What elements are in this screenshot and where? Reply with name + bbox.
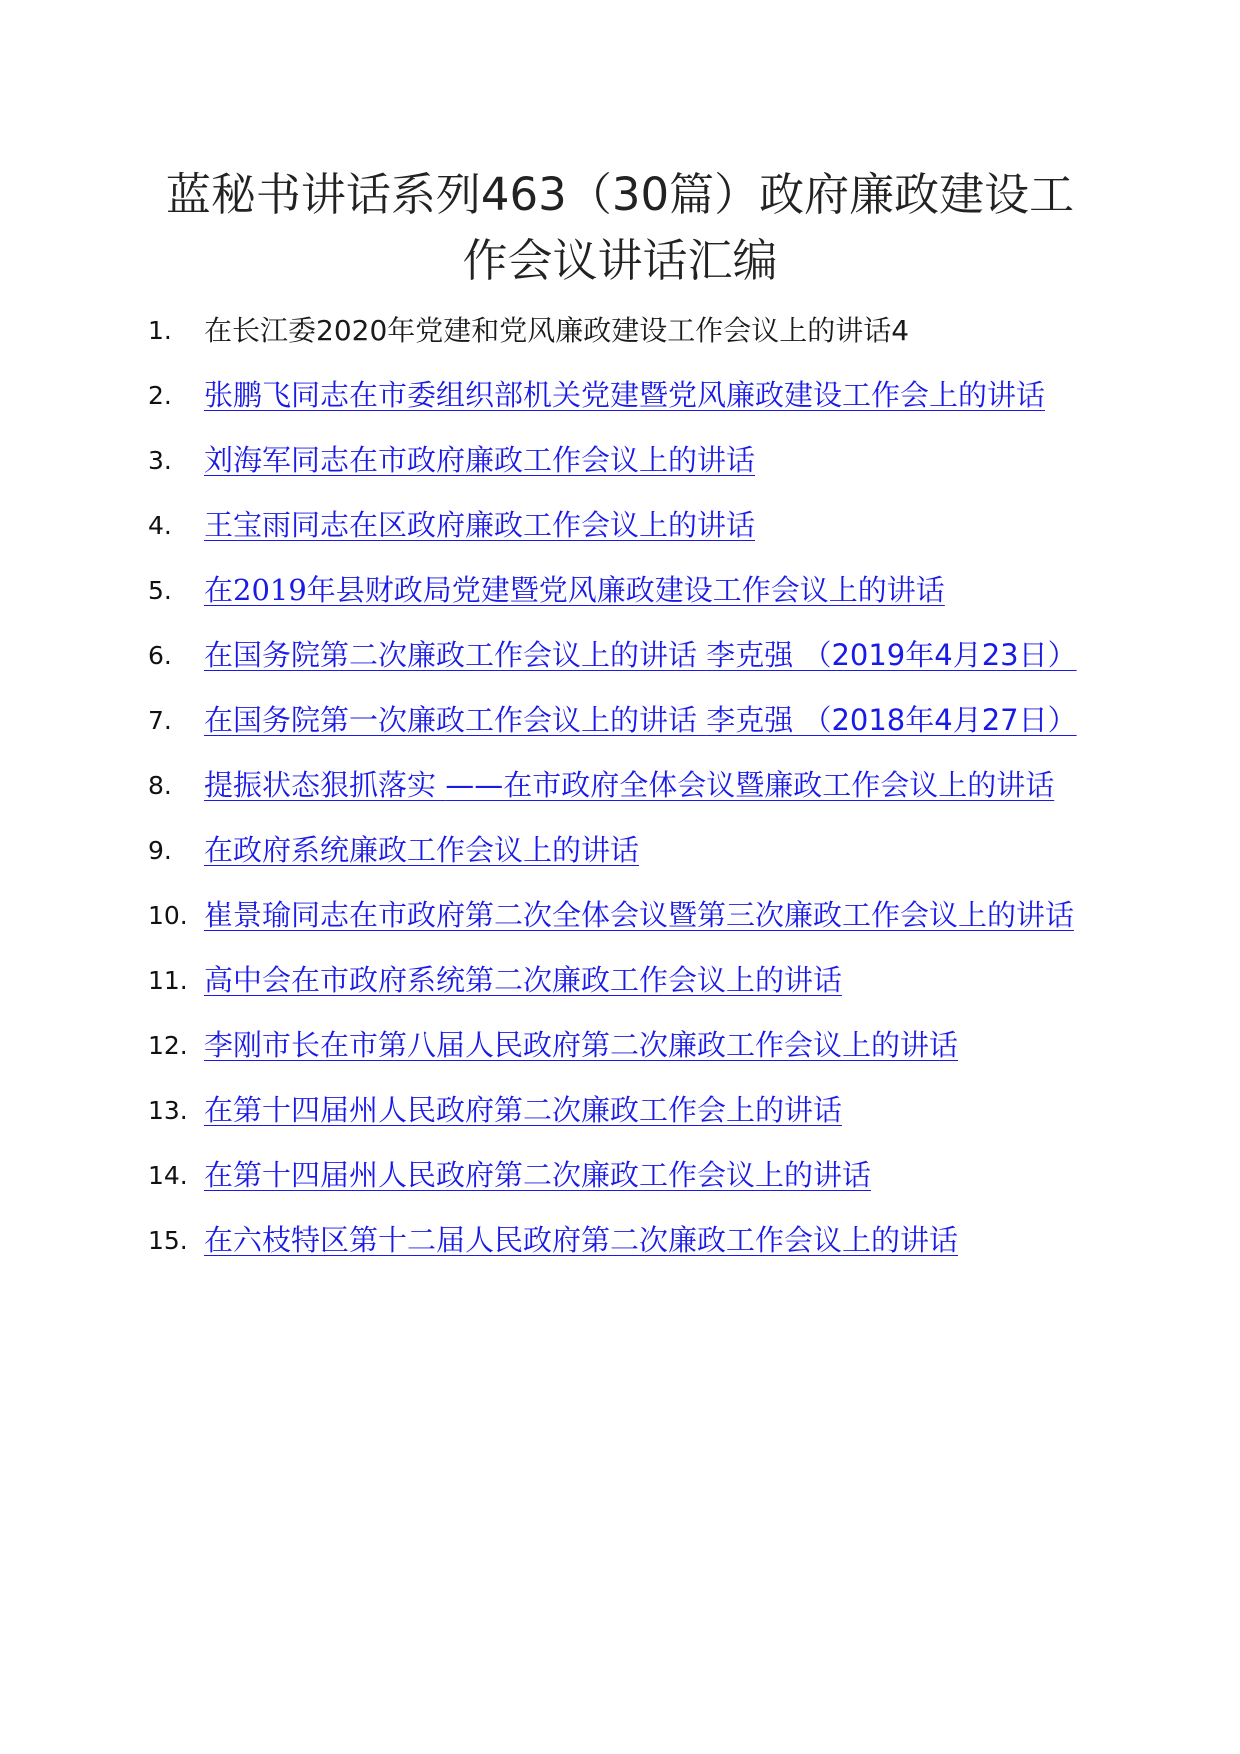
toc-item xyxy=(148,948,1098,1013)
toc-item-title: 提振状态狠抓落实 xyxy=(204,768,437,802)
toc-item xyxy=(148,1143,1098,1208)
toc-item xyxy=(148,623,1098,688)
toc-item-link[interactable]: 崔景瑜同志在市政府第二次全体会议暨第三次廉政工作会议上的讲话 xyxy=(204,898,1075,932)
toc-item-number: 13. xyxy=(148,1096,188,1125)
toc-item-text xyxy=(204,298,1098,363)
toc-item-number: 8. xyxy=(148,771,172,800)
toc-item-number: 5. xyxy=(148,576,172,605)
toc-item-link[interactable]: 高中会在市政府系统第二次廉政工作会议上的讲话 xyxy=(204,963,843,997)
toc-item-title: 在国务院第二次廉政工作会议上的讲话 xyxy=(204,638,698,672)
toc-item-link[interactable]: 在政府系统廉政工作会议上的讲话 xyxy=(204,833,640,867)
toc-item xyxy=(148,558,1098,623)
toc-item xyxy=(148,1078,1098,1143)
toc-item-link[interactable]: 在六枝特区第十二届人民政府第二次廉政工作会议上的讲话 xyxy=(204,1223,959,1257)
toc-item xyxy=(148,1013,1098,1078)
toc-item xyxy=(148,1208,1098,1273)
toc-item-link[interactable]: 在2019年县财政局党建暨党风廉政建设工作会议上的讲话 xyxy=(204,573,945,607)
toc-item-number: 11. xyxy=(148,966,188,995)
toc-item xyxy=(148,883,1098,948)
toc-item-title: 在长江委2020年党建和党风廉政建设工作会议上的讲话 xyxy=(204,314,892,347)
toc-item-link[interactable]: 在第十四届州人民政府第二次廉政工作会议上的讲话 xyxy=(204,1158,872,1192)
toc-item-number: 15. xyxy=(148,1226,188,1255)
toc-item xyxy=(148,428,1098,493)
table-of-contents xyxy=(148,298,1098,1273)
toc-item-link[interactable] xyxy=(204,688,1098,753)
toc-item-number: 10. xyxy=(148,901,188,930)
toc-item xyxy=(148,493,1098,558)
toc-item xyxy=(148,363,1098,428)
toc-item-link[interactable]: 在第十四届州人民政府第二次廉政工作会上的讲话 xyxy=(204,1093,843,1127)
toc-item xyxy=(148,688,1098,753)
toc-item-number: 12. xyxy=(148,1031,188,1060)
toc-item-number: 7. xyxy=(148,706,172,735)
toc-item-suffix: ——在市政府全体会议暨廉政工作会议上的讲话 xyxy=(445,768,1055,802)
toc-item-link[interactable]: 王宝雨同志在区政府廉政工作会议上的讲话 xyxy=(204,508,756,542)
toc-item xyxy=(148,753,1098,818)
toc-item xyxy=(148,298,1098,363)
toc-item-link[interactable] xyxy=(204,753,1098,818)
toc-item-number: 4. xyxy=(148,511,172,540)
toc-item-link[interactable]: 刘海军同志在市政府廉政工作会议上的讲话 xyxy=(204,443,756,477)
toc-item-title: 在国务院第一次廉政工作会议上的讲话 xyxy=(204,703,698,737)
toc-item xyxy=(148,818,1098,883)
toc-item-number: 9. xyxy=(148,836,172,865)
toc-item-number: 6. xyxy=(148,641,172,670)
toc-item-link[interactable] xyxy=(204,623,1098,688)
toc-item-link[interactable]: 李刚市长在市第八届人民政府第二次廉政工作会议上的讲话 xyxy=(204,1028,959,1062)
toc-item-number: 3. xyxy=(148,446,172,475)
toc-item-page: 4 xyxy=(891,314,910,347)
toc-item-number: 2. xyxy=(148,381,172,410)
toc-item-suffix: 李克强 （2019年4月23日） xyxy=(706,638,1077,672)
document-title: 蓝秘书讲话系列463（30篇）政府廉政建设工作会议讲话汇编 xyxy=(165,168,1075,287)
toc-item-link[interactable]: 张鹏飞同志在市委组织部机关党建暨党风廉政建设工作会上的讲话 xyxy=(204,378,1046,412)
toc-item-suffix: 李克强 （2018年4月27日） xyxy=(706,703,1077,737)
toc-item-number: 1. xyxy=(148,316,172,345)
toc-item-number: 14. xyxy=(148,1161,188,1190)
